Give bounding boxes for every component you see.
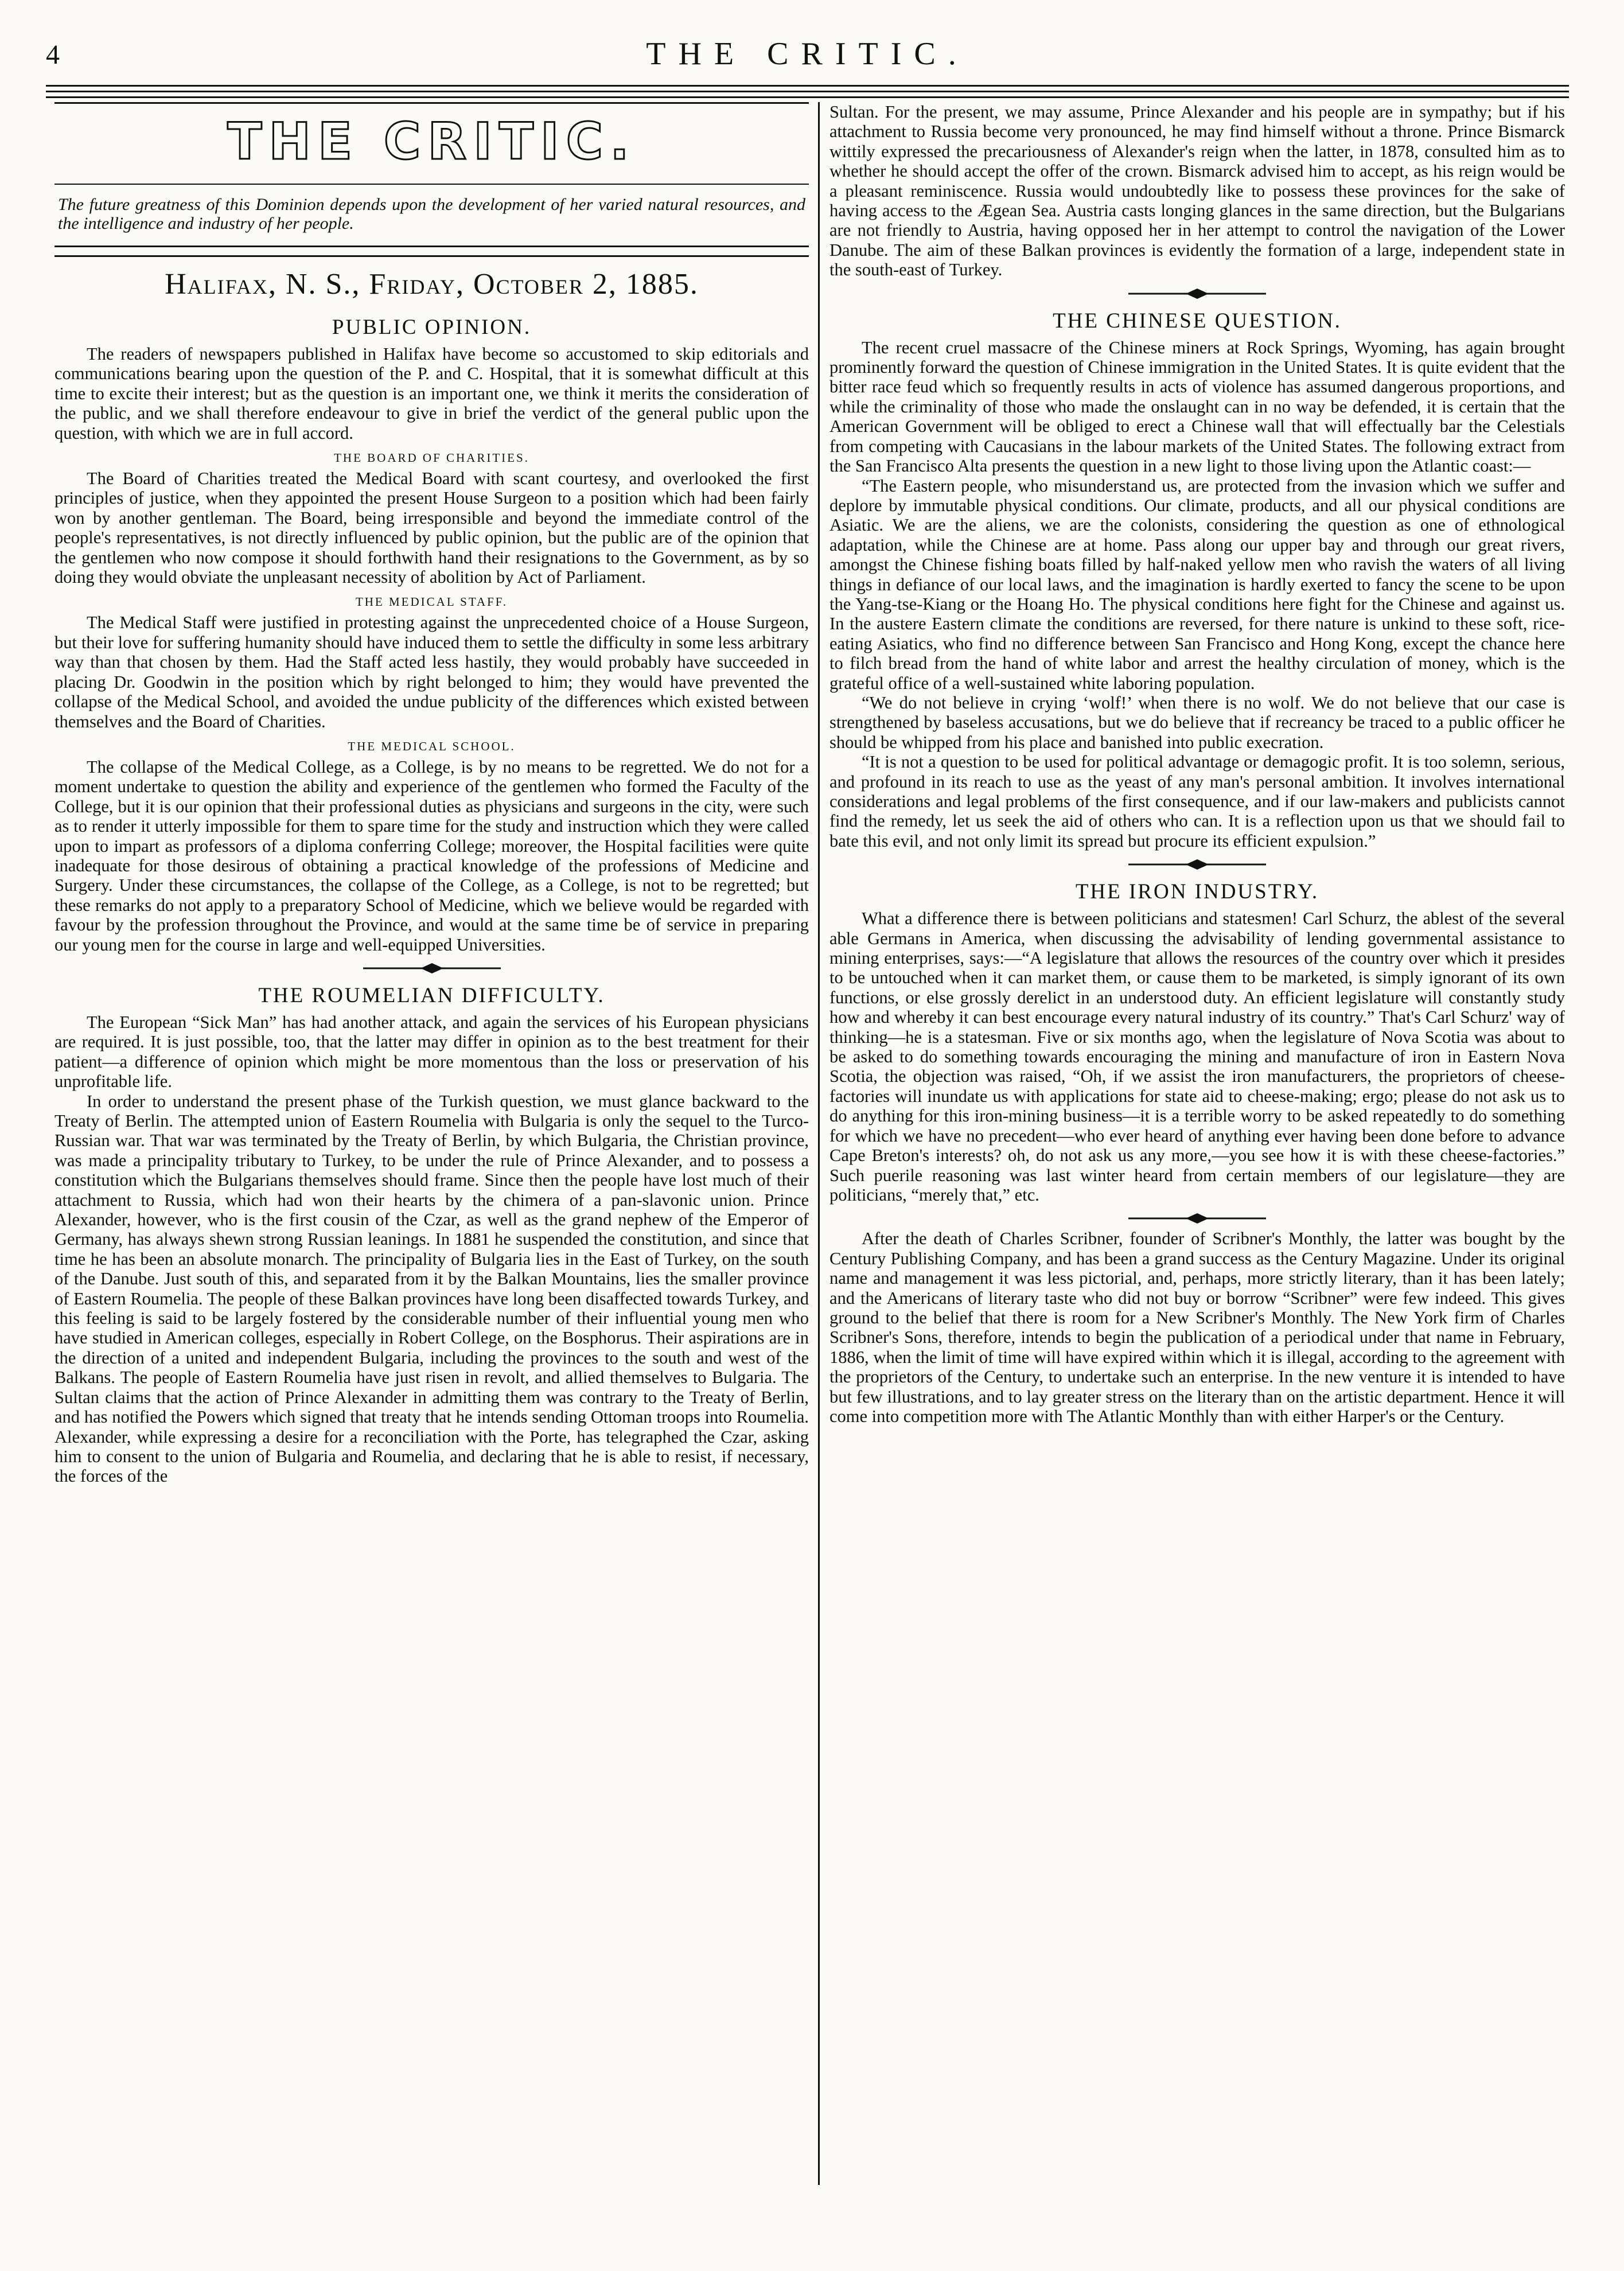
title-block: [54, 102, 809, 247]
heading-public-opinion: PUBLIC OPINION.: [332, 315, 532, 339]
ornament-divider: [1128, 287, 1266, 301]
ornament-divider: [363, 961, 501, 975]
roumelian-text-1: The European “Sick Man” has had another attack, and again the services of his European physicians are required. It is just possible, too, that the latter may differ in opinion as to the best treatment for their patient—a difference of opinion which might be more momentous than the loss or preservation of his unprofitable life.: [54, 1012, 809, 1092]
scribner-text: After the death of Charles Scribner, founder of Scribner's Monthly, the latter was bought by the Century Publishing Company, and has been a grand success as the Century Magazine. Under its original name and management it was less pictorial, and, perhaps, more strictly literary, than it has been lately; and the Americans of literary taste who did not buy or borrow “Scribner” were few indeed. This gives ground to the belief that there is room for a New Scribner's Monthly. The New York firm of Charles Scribner's Sons, therefore, intends to begin the publication of a periodical under that name in February, 1886, when the limit of time will have expired within which it is illegal, according to the agreement with the proprietors of the Century, to undertake such an enterprise. In the new venture it is intended to have but few illustrations, and to lay greater stress on the literary than on the artistic department. Hence it will come into competition more with The Atlantic Monthly than with either Harper's or the Century.: [829, 1229, 1565, 1426]
iron-industry-text: What a difference there is between politicians and statesmen! Carl Schurz, the ablest of the several able Germans in America, when discussing the advisability of lending governmental assistance to mining enterprises, says:—“A legislature that allows the resources of the country over which it presides to be untouched when it can market them, or cause them to be marketed, is simply ignorant of its own functions, or else grossly derelict in an understood duty. An efficient legislature will constantly study how and whereby it can best encourage every natural industry of its country.” That's Carl Schurz' way of thinking—he is a statesman. Five or six months ago, when the legislature of Nova Scotia was about to be asked to do something towards encouraging the mining and manufacture of iron in Eastern Nova Scotia, the objection was raised, “Oh, if we assist the iron manufacturers, the proprietors of cheese-factories will inundate us with applications for state aid to cheese-making; ergo; please do not ask us to do anything for this iron-mining business—it is a terrible worry to be asked repeatedly to do something for which we have no precedent—who ever heard of anything ever having been done before to advance Cape Breton's interests? oh, do not ask us any more,—you see how it is with these cheese-factories.” Such puerile reasoning was last winter heard from certain members of our legislature—they are politicians, “merely that,” etc.: [829, 909, 1565, 1205]
chinese-text-2: “The Eastern people, who misunderstand us, are protected from the invasion which we suffer and deplore by immutable physical conditions. Our climate, products, and all our physical conditions are Asiatic. We are the aliens, we are the colonists, considering the question as one of ethnological adaptation, while the Chinese are at home. Pass along our upper bay and through our great rivers, amongst the Chinese fishing boats filled by half-naked yellow men who ravish the waters of all living things in defiance of our local laws, and the imagination is hardly exerted to fancy the scene to be upon the Yang-tse-Kiang or the Hoang Ho. The physical conditions here fight for the Chinese and against us. In the austere Eastern climate the conditions are reversed, for there nature is unkind to these soft, rice-eating Asiatics, who find no difference between San Francisco and Hong Kong, except the chance here to filch bread from the hand of white labor and arrest the healthy circulation of money, which is the grateful office of a well-sustained white laboring population.: [829, 476, 1565, 693]
chinese-text-1: The recent cruel massacre of the Chinese miners at Rock Springs, Wyoming, has again brought prominently forward the question of Chinese immigration in the United States. It is quite evident that the bitter race feud which so frequently results in acts of violence has assumed dangerous proportions, and while the criminality of those who made the onslaught can in no way be defended, it is certain that the American Government will be obliged to erect a Chinese wall that will effectually bar the Celestials from competing with Caucasians in the labour markets of the United States. The following extract from the San Francisco Alta presents the question in a new light to those living upon the Atlantic coast:—: [829, 337, 1565, 476]
header-rule: [46, 85, 1569, 87]
ornament-divider: [1128, 858, 1266, 871]
heading-roumelian-difficulty: THE ROUMELIAN DIFFICULTY.: [258, 983, 605, 1007]
ornament-divider: [1128, 1212, 1266, 1225]
roumelian-continued: Sultan. For the present, we may assume, Prince Alexander and his people are in sympathy; but if his attachment to Russia become very pronounced, he may find himself without a throne. Prince Bismarck wittily expressed the precariousness of Alexander's reign when the latter, in 1878, consulted him as to whether he should accept the offer of the crown. Bismarck advised him to accept, as his reign would be a pleasant reminiscence. Russia would undoubtedly like to possess these provinces for the sake of having access to the Ægean Sea. Austria casts longing glances in the same direction, but the Bulgarians are not friendly to Austria, having opposed her in her attempt to control the navigation of the Lower Danube. The aim of these Balkan provinces is evidently the formation of a large, independent state in the south-east of Turkey.: [829, 102, 1565, 280]
subheading-medical-school: THE MEDICAL SCHOOL.: [348, 739, 516, 753]
board-of-charities-text: The Board of Charities treated the Medical Board with scant courtesy, and overlooked the first principles of justice, when they appointed the present House Surgeon to a position which had been fairly won by another gentleman. The Board, being irresponsible and beyond the immediate control of the people's representatives, is not directly influenced by public opinion, but the public are of the opinion that the gentlemen who now compose it should forthwith hand their resignations to the Government, as by so doing they would obviate the unpleasant necessity of abolition by Act of Parliament.: [54, 469, 809, 587]
right-column: [829, 102, 1565, 2185]
chinese-text-3: “We do not believe in crying ‘wolf!’ when there is no wolf. We do not believe that our case is strengthened by baseless accusations, but we do believe that if recreancy be traced to a public officer he should be whipped from his place and banished into public execration.: [829, 692, 1565, 752]
chinese-text-4: “It is not a question to be used for political advantage or demagogic profit. It is too solemn, serious, and profound in its reach to use as the yeast of any man's personal ambition. It involves international considerations and legal problems of the first consequence, and if our law-makers and publicists cannot find the remedy, let us seek the aid of others who can. It is a reflection upon us that we should fail to bate this evil, and not only limit its spread but procure its efficient expulsion.”: [829, 752, 1565, 851]
page-number: 4: [46, 40, 60, 70]
column-divider: [818, 102, 820, 2185]
paper-title: THE CRITIC.: [227, 112, 636, 171]
heading-chinese-question: THE CHINESE QUESTION.: [1053, 309, 1342, 333]
header-rule-3: [46, 96, 1569, 98]
subheading-board-of-charities: THE BOARD OF CHARITIES.: [334, 451, 529, 465]
left-column: [54, 102, 809, 2185]
page-header: [46, 36, 1569, 84]
roumelian-text-2: In order to understand the present phase of the Turkish question, we must glance backward to the Treaty of Berlin. The attempted union of Eastern Roumelia with Bulgaria is only the sequel to the Turco-Russian war. That war was terminated by the Treaty of Berlin, by which Bulgaria, the Christian province, was made a principality tributary to Turkey, to be under the rule of Prince Alexander, and to possess a constitution which the Bulgarians themselves should frame. Since then the people have lost much of their attachment to Russia, which had won their hearts by the chimera of a pan-slavonic union. Prince Alexander, however, who is the first cousin of the Czar, as well as the grand nephew of the Emperor of Germany, has always shewn strong Russian leanings. In 1881 he suspended the constitution, and since that time he has been an absolute monarch. The principality of Bulgaria lies in the East of Turkey, on the south of the Danube. Just south of this, and separated from it by the Balkan Mountains, lies the smaller province of Eastern Roumelia. The people of these Balkan provinces have long been disaffected towards Turkey, and this feeling is said to be largely fostered by the considerable number of their influential young men who have studied in American colleges, especially in Robert College, on the Bosphorus. Their aspirations are in the direction of a united and independent Bulgaria, including the provinces to the south and west of the Balkans. The people of Eastern Roumelia have just risen in revolt, and allied themselves to Bulgaria. The Sultan claims that the action of Prince Alexander in admitting them was contrary to the Treaty of Berlin, and has notified the Powers which signed that treaty that he intends sending Ottoman troops into Roumelia. Alexander, while expressing a desire for a reconciliation with the Porte, has telegraphed the Czar, asking him to consent to the union of Bulgaria and Roumelia, and declaring that he is able to resist, if necessary, the forces of the: [54, 1091, 809, 1486]
heading-iron-industry: THE IRON INDUSTRY.: [1075, 880, 1319, 904]
medical-school-text: The collapse of the Medical College, as a College, is by no means to be regretted. We do not for a moment undertake to question the ability and experience of the gentlemen who formed the Faculty of the College, but it is our opinion that their professional duties as physicians and surgeons in the city, were such as to render it utterly impossible for them to spare time for the study and instruction which they were called upon to impart as professors of a diploma conferring College; moreover, the Hospital facilities were quite inadequate for those desirous of obtaining a practical knowledge of the professions of Medicine and Surgery. Under these circumstances, the collapse of the College, as a College, is not to be regretted; but these remarks do not apply to a preparatory School of Medicine, which we believe would be regarded with favour by the profession throughout the Province, and would at the same time be of service in preparing our young men for the course in large and well-equipped Universities.: [54, 757, 809, 955]
medical-staff-text: The Medical Staff were justified in protesting against the unprecedented choice of a House Surgeon, but their love for suffering humanity should have induced them to settle the difficulty in some less arbitrary way than that chosen by them. Had the Staff acted less hastily, they would probably have succeeded in placing Dr. Goodwin in the position which by right belonged to him; they would have prevented the collapse of the Medical School, and avoided the undue publicity of the differences which existed between themselves and the Board of Charities.: [54, 613, 809, 731]
public-opinion-intro: The readers of newspapers published in Halifax have become so accustomed to skip editorials and communications bearing upon the question of the P. and C. Hospital, that it is somewhat difficult at this time to excite their interest; but as the question is an important one, we think it merits the consideration of the public, and we shall therefore endeavour to give in brief the verdict of the general public upon the question, with which we are in full accord.: [54, 344, 809, 443]
motto: The future greatness of this Dominion depends upon the development of her varied natural resources, and the intelligence and industry of her people.: [54, 184, 809, 246]
subheading-medical-staff: THE MEDICAL STAFF.: [355, 595, 508, 609]
running-title: THE CRITIC.: [646, 36, 969, 72]
dateline: Halifax, N. S., Friday, October 2, 1885.: [54, 255, 809, 307]
header-rule-2: [46, 91, 1569, 92]
